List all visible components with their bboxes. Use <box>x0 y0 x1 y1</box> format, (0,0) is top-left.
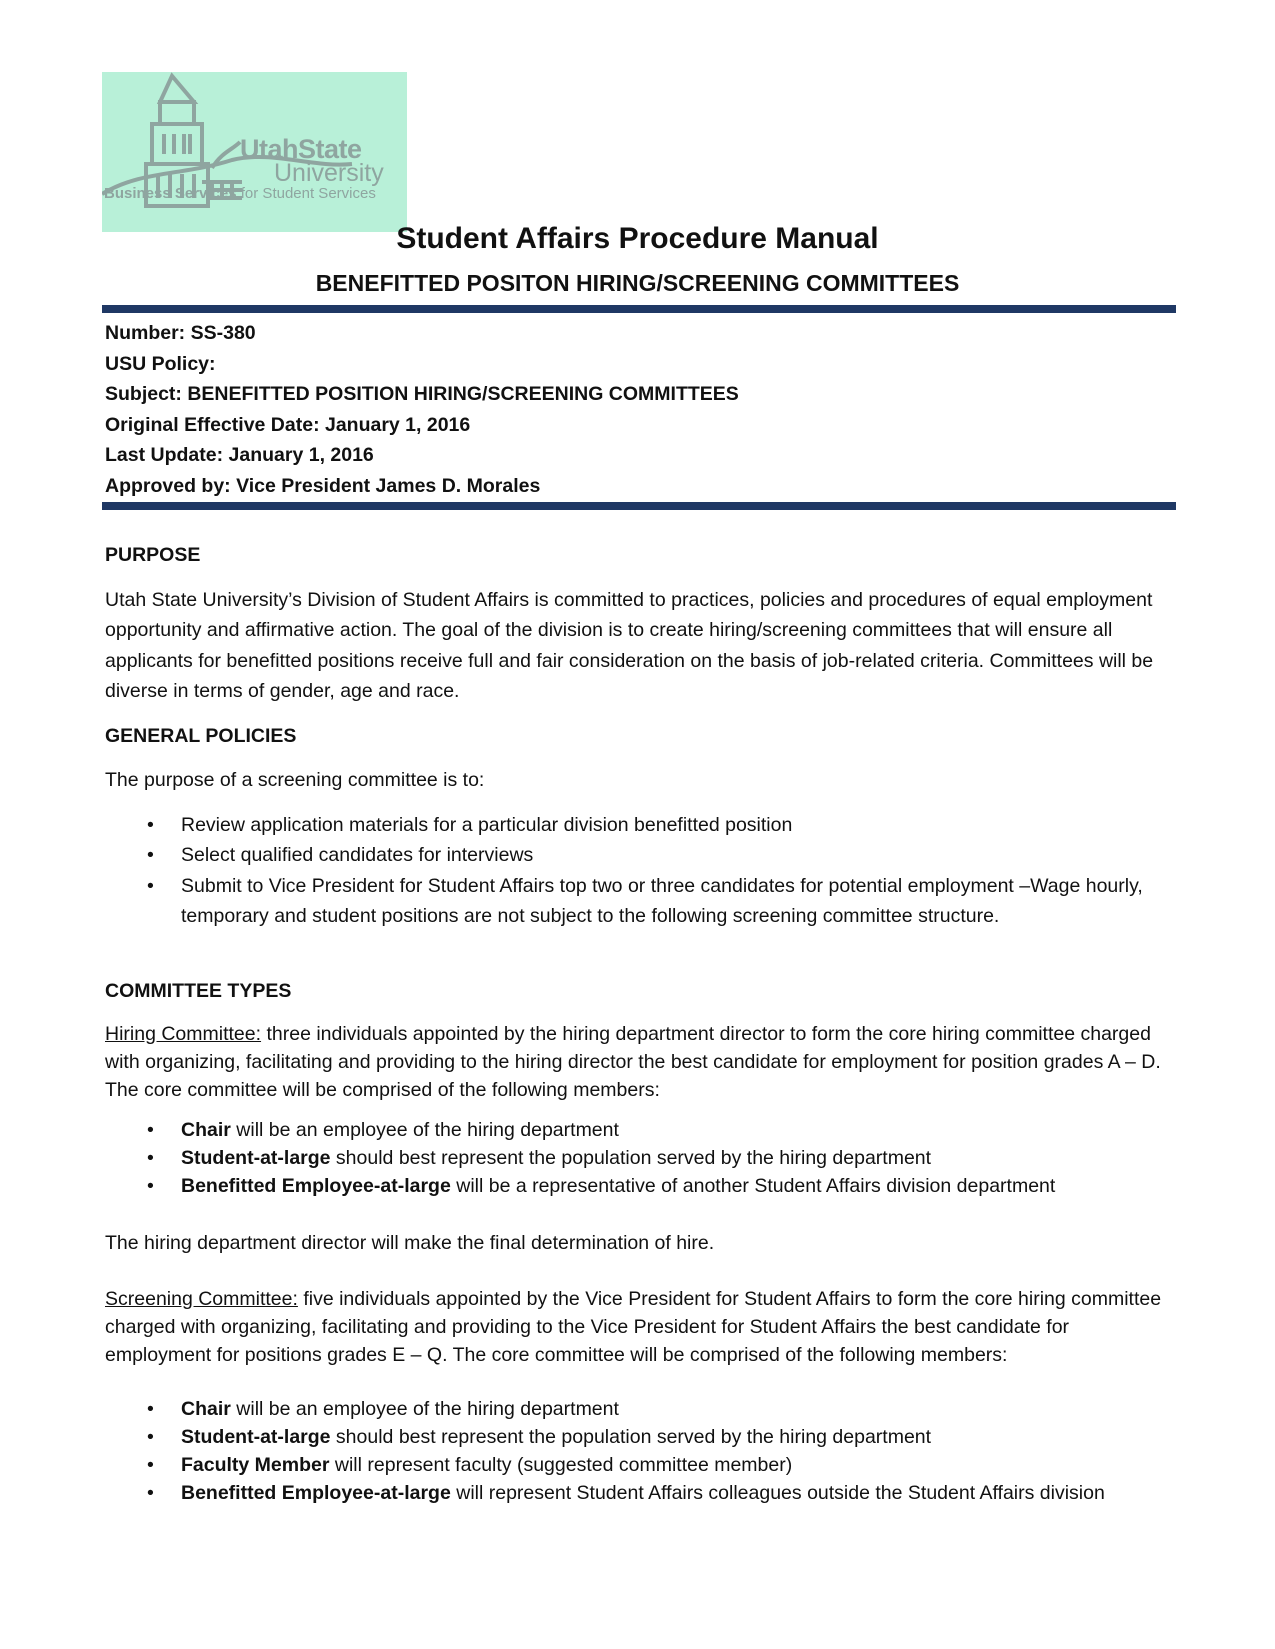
list-item <box>105 1172 1180 1200</box>
general-policies-intro: The purpose of a screening committee is to: <box>105 769 485 791</box>
bullet-icon: • <box>147 844 154 866</box>
member-role: Benefitted Employee-at-large <box>181 1175 451 1197</box>
meta-subject: Subject: BENEFITTED POSITION HIRING/SCREENING COMMITTEES <box>105 383 739 405</box>
logo-tagline <box>104 185 376 202</box>
usu-logo <box>102 72 407 232</box>
hiring-committee-description: three individuals appointed by the hiring department director to form the core hiring committee charged with organizing, facilitating and providing to the hiring director the best candidate for employment for position grades A – D. The core committee will be comprised of the following members: <box>105 1023 1161 1101</box>
bullet-icon: • <box>147 1175 154 1197</box>
list-item <box>105 1479 1180 1507</box>
list-item <box>105 1451 1180 1479</box>
member-role: Chair <box>181 1119 231 1141</box>
meta-number: Number: SS-380 <box>105 322 256 344</box>
screening-committee-text <box>105 1285 1180 1369</box>
bullet-icon: • <box>147 1453 154 1476</box>
member-description: will be an employee of the hiring department <box>230 1119 619 1141</box>
list-item-text: Submit to Vice President for Student Affairs top two or three candidates for potential employment –Wage hourly, temporary and student positions are not subject to the following screening committee structure. <box>181 874 1143 927</box>
hiring-committee-label: Hiring Committee: <box>105 1023 262 1045</box>
member-description: should best represent the population served by the hiring department <box>330 1425 932 1448</box>
member-role: Benefitted Employee-at-large <box>181 1481 451 1504</box>
list-item <box>105 810 1180 841</box>
meta-last-update: Last Update: January 1, 2016 <box>105 444 374 466</box>
document-body <box>105 540 1180 1507</box>
hiring-final-determination: The hiring department director will make the final determination of hire. <box>105 1232 715 1254</box>
list-item <box>105 840 1180 871</box>
member-role: Student-at-large <box>181 1147 331 1169</box>
meta-usu-policy: USU Policy: <box>105 352 216 375</box>
list-item-text: Review application materials for a particular division benefitted position <box>181 813 793 836</box>
screening-committee-description: five individuals appointed by the Vice President for Student Affairs to form the core hiring committee charged with organizing, facilitating and providing to the Vice President for Student Affairs the best candidate for employment for positions grades E – Q. The core committee will be comprised of the following members: <box>105 1287 1162 1366</box>
list-item <box>105 1423 1180 1451</box>
hiring-committee-text <box>105 1020 1180 1104</box>
document-title: Student Affairs Procedure Manual <box>396 222 879 255</box>
meta-approved-by: Approved by: Vice President James D. Morales <box>105 474 541 497</box>
header-divider-bottom <box>102 502 1176 510</box>
committee-types-heading: COMMITTEE TYPES <box>105 979 292 1002</box>
list-item <box>105 1144 1180 1172</box>
member-role: Chair <box>181 1397 231 1420</box>
hiring-committee-members <box>105 1116 1180 1200</box>
member-description: will represent faculty (suggested committee member) <box>329 1453 793 1476</box>
purpose-heading: PURPOSE <box>105 544 201 566</box>
screening-committee-label: Screening Committee: <box>105 1287 298 1310</box>
list-item-text: Select qualified candidates for interviews <box>181 844 534 866</box>
bullet-icon: • <box>147 813 154 836</box>
member-description: will represent Student Affairs colleagues outside the Student Affairs division <box>450 1481 1105 1504</box>
logo-tagline-bold: Business Services <box>104 185 237 202</box>
member-role: Student-at-large <box>181 1425 331 1448</box>
bullet-icon: • <box>147 874 154 897</box>
list-item <box>105 1116 1180 1144</box>
member-description: will be an employee of the hiring department <box>230 1397 619 1420</box>
bullet-icon: • <box>147 1397 154 1420</box>
logo-name: UtahState <box>240 134 362 164</box>
general-policies-heading: GENERAL POLICIES <box>105 724 297 747</box>
header-divider-top <box>102 305 1176 313</box>
member-description: will be a representative of another Student Affairs division department <box>450 1175 1056 1197</box>
bullet-icon: • <box>147 1147 154 1169</box>
logo-tagline-rest: for Student Services <box>236 185 376 202</box>
bullet-icon: • <box>147 1425 154 1448</box>
screening-committee-members <box>105 1395 1180 1507</box>
bullet-icon: • <box>147 1481 154 1504</box>
list-item <box>105 1395 1180 1423</box>
member-description: should best represent the population served by the hiring department <box>330 1147 932 1169</box>
meta-effective-date: Original Effective Date: January 1, 2016 <box>105 413 471 436</box>
bullet-icon: • <box>147 1119 154 1141</box>
purpose-text: Utah State University’s Division of Student Affairs is committed to practices, policies and procedures of equal employment opportunity and affirmative action. The goal of the division is to create hiring/screening committees that will ensure all applicants for benefitted positions receive full and fair consideration on the basis of job-related criteria. Committees will be diverse in terms of gender, age and race. <box>105 588 1154 702</box>
document-subtitle: BENEFITTED POSITON HIRING/SCREENING COMMITTEES <box>315 270 960 296</box>
purpose-list <box>105 810 1180 932</box>
list-item <box>105 871 1180 932</box>
logo-subname: University <box>274 159 384 187</box>
policy-metadata <box>105 318 739 501</box>
member-role: Faculty Member <box>181 1453 330 1476</box>
